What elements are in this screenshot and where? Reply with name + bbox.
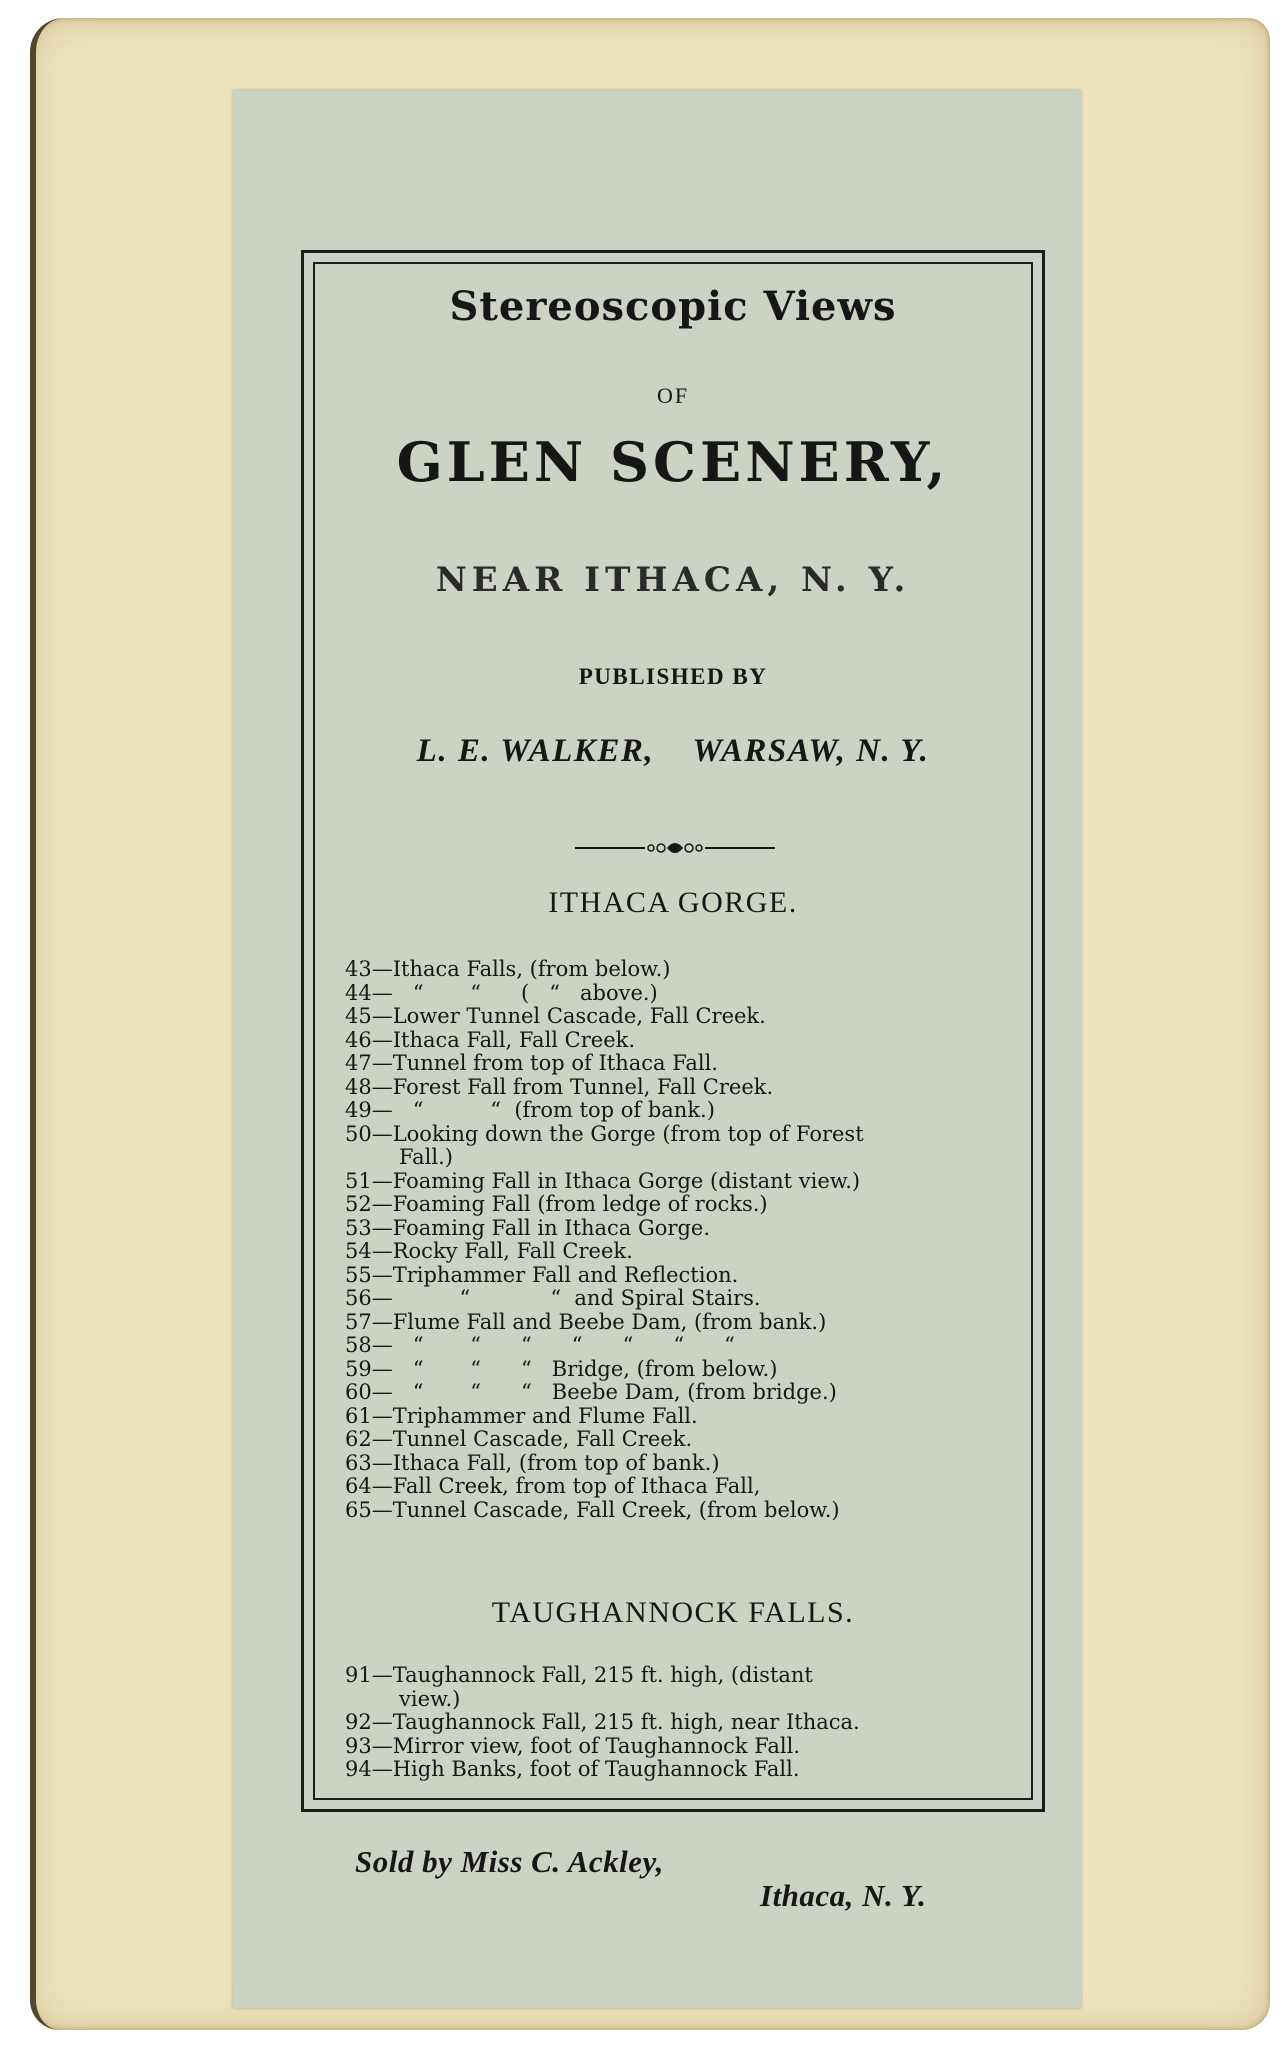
list-item: 60— “ “ “ Beebe Dam, (from bridge.): [345, 1380, 837, 1404]
ithaca-gorge-list: [345, 958, 1005, 1522]
list-item: 58— “ “ “ “ “ “ “: [345, 1333, 735, 1357]
list-item: 54—Rocky Fall, Fall Creek.: [345, 1239, 633, 1263]
published-by-label: PUBLISHED BY: [578, 664, 768, 689]
section-title-ithaca-gorge: ITHACA GORGE.: [548, 886, 798, 919]
section-title-taughannock-falls: TAUGHANNOCK FALLS.: [491, 1596, 855, 1629]
list-item: 94—High Banks, foot of Taughannock Fall.: [345, 1757, 800, 1781]
list-item: 55—Triphammer Fall and Reflection.: [345, 1262, 739, 1287]
list-item: 93—Mirror view, foot of Taughannock Fall.: [345, 1733, 801, 1758]
title-of: OF: [656, 383, 690, 408]
list-item: 64—Fall Creek, from top of Ithaca Fall,: [345, 1474, 761, 1498]
list-item: 59— “ “ “ Bridge, (from below.): [345, 1356, 778, 1381]
taughannock-list: [345, 1664, 1005, 1782]
sold-by-city: Ithaca, N. Y.: [760, 1878, 927, 1913]
sold-by-line: Sold by Miss C. Ackley,: [355, 1844, 664, 1879]
title-stereoscopic-views: Stereoscopic Views: [449, 283, 897, 330]
list-item: 43—Ithaca Falls, (from below.): [345, 957, 671, 981]
list-item: 46—Ithaca Fall, Fall Creek.: [345, 1027, 636, 1052]
list-item-continuation: Fall.): [399, 1145, 453, 1169]
list-item: 92—Taughannock Fall, 215 ft. high, near Ithaca.: [345, 1710, 860, 1734]
list-item: 62—Tunnel Cascade, Fall Creek.: [345, 1427, 693, 1451]
list-item: 44— “ “ ( “ above.): [345, 980, 658, 1005]
list-item: 52—Foaming Fall (from ledge of rocks.): [345, 1192, 768, 1216]
publisher-name: L. E. WALKER, WARSAW, N. Y.: [416, 733, 930, 769]
list-item: 57—Flume Fall and Beebe Dam, (from bank.): [345, 1309, 827, 1334]
list-item-continuation: view.): [399, 1686, 461, 1711]
list-item: 56— “ “ and Spiral Stairs.: [345, 1286, 761, 1310]
list-item: 51—Foaming Fall in Ithaca Gorge (distant view.): [345, 1168, 861, 1193]
list-item: 50—Looking down the Gorge (from top of Forest: [345, 1121, 864, 1146]
subtitle-location: NEAR ITHACA, N. Y.: [435, 560, 911, 600]
list-item: 47—Tunnel from top of Ithaca Fall.: [345, 1051, 718, 1075]
list-item: 61—Triphammer and Flume Fall.: [345, 1403, 698, 1428]
list-item: 63—Ithaca Fall, (from top of bank.): [345, 1450, 720, 1475]
ornament-divider-icon: [575, 838, 775, 858]
list-item: 91—Taughannock Fall, 215 ft. high, (distant: [345, 1663, 813, 1687]
list-item: 65—Tunnel Cascade, Fall Creek, (from below.): [345, 1497, 840, 1522]
list-item: 45—Lower Tunnel Cascade, Fall Creek.: [345, 1004, 766, 1028]
list-item: 49— “ “ (from top of bank.): [345, 1098, 715, 1122]
list-item: 48—Forest Fall from Tunnel, Fall Creek.: [345, 1074, 774, 1099]
list-item: 53—Foaming Fall in Ithaca Gorge.: [345, 1215, 711, 1240]
title-glen-scenery: GLEN SCENERY,: [396, 430, 950, 494]
